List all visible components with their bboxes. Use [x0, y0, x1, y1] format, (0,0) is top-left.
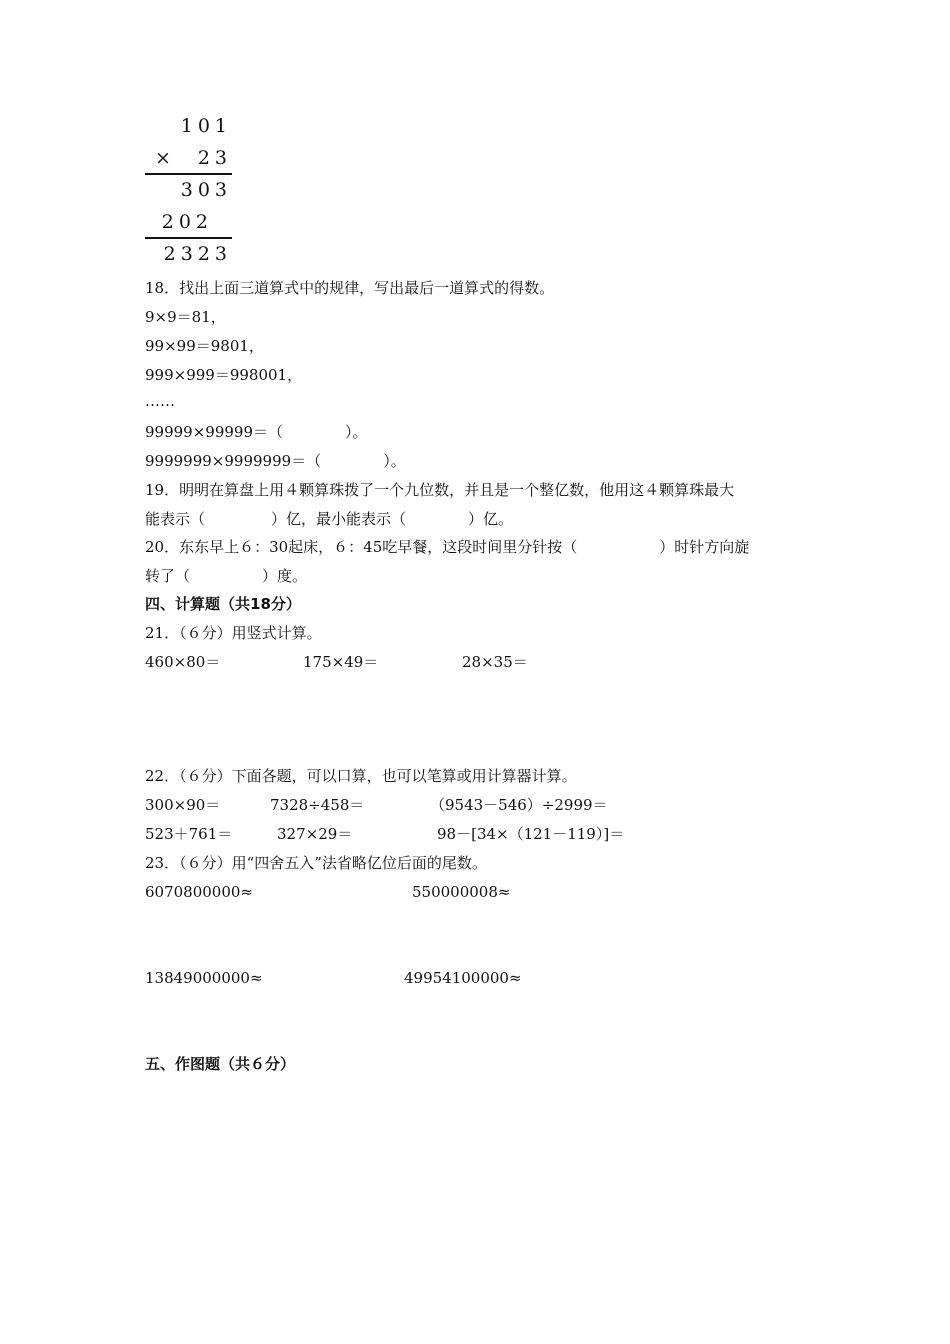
q18-line-5 — [145, 422, 368, 442]
q21-expr-2: 175×49＝ — [303, 653, 379, 671]
q22-expr-2: 7328÷458＝ — [270, 796, 365, 814]
q20-suffix: ）度。 — [262, 567, 308, 585]
divider-line — [145, 237, 232, 239]
q18-line-2: 99×99＝9801， — [145, 337, 264, 355]
q19-middle: ）亿，最小能表示（ — [271, 510, 407, 528]
q22-expr-3: （9543－546）÷2999＝ — [430, 796, 608, 814]
q23-question: 23．（６分）用“四舍五入”法省略亿位后面的尾数。 — [145, 854, 487, 872]
section-4-title: 四、计算题（共18分） — [145, 595, 301, 613]
partial-product-1: 303 — [180, 179, 232, 201]
q19-prefix: 能表示（ — [145, 510, 206, 528]
q22-expr-1: 300×90＝ — [145, 796, 221, 814]
q18-line-6-suffix: ）。 — [383, 452, 406, 470]
q20-line-2 — [145, 566, 307, 586]
q22-expr-4: 523＋761＝ — [145, 825, 233, 843]
q18-question: 18．找出上面三道算式中的规律，写出最后一道算式的得数。 — [145, 279, 555, 297]
q18-line-5-prefix: 99999×99999＝（ — [145, 423, 284, 441]
q20-middle: ）时针方向旋 — [659, 538, 750, 556]
q22-question: 22．（６分）下面各题，可以口算，也可以笔算或用计算器计算。 — [145, 767, 577, 785]
q18-line-3: 999×999＝998001， — [145, 366, 303, 384]
product: 2323 — [163, 243, 232, 265]
q19-suffix: ）亿。 — [468, 510, 514, 528]
q20-line-1 — [145, 537, 749, 557]
divider-line — [145, 173, 232, 175]
q19-line-1: 19．明明在算盘上用４颗算珠拨了一个九位数，并且是一个整亿数，他用这４颗算珠最大 — [145, 481, 735, 499]
q20-line-2-prefix: 转了（ — [145, 567, 191, 585]
q19-line-2 — [145, 509, 513, 529]
partial-product-2: 202 — [161, 211, 213, 233]
multiplicand: 101 — [180, 115, 232, 137]
q21-expr-3: 28×35＝ — [462, 653, 528, 671]
q20-prefix: 20．东东早上６：30起床，６：45吃早餐，这段时间里分针按（ — [145, 538, 578, 556]
q18-line-5-suffix: ）。 — [345, 423, 368, 441]
q23-expr-2: 550000008≈ — [412, 883, 511, 901]
q18-line-1: 9×9＝81， — [145, 308, 226, 326]
q22-expr-5: 327×29＝ — [277, 825, 353, 843]
q18-line-6-prefix: 9999999×9999999＝（ — [145, 452, 322, 470]
q18-line-6 — [145, 451, 406, 471]
q21-expr-1: 460×80＝ — [145, 653, 221, 671]
q18-ellipsis: …… — [145, 392, 175, 410]
times-sign: × — [155, 147, 176, 169]
q23-expr-4: 49954100000≈ — [404, 969, 522, 987]
multiplier: 23 — [197, 147, 232, 169]
q23-expr-3: 13849000000≈ — [145, 969, 263, 987]
section-5-title: 五、作图题（共６分） — [145, 1055, 296, 1073]
q22-expr-6: 98－[34×（121－119）]＝ — [437, 825, 625, 843]
q21-question: 21．（６分）用竖式计算。 — [145, 624, 322, 642]
q23-expr-1: 6070800000≈ — [145, 883, 254, 901]
